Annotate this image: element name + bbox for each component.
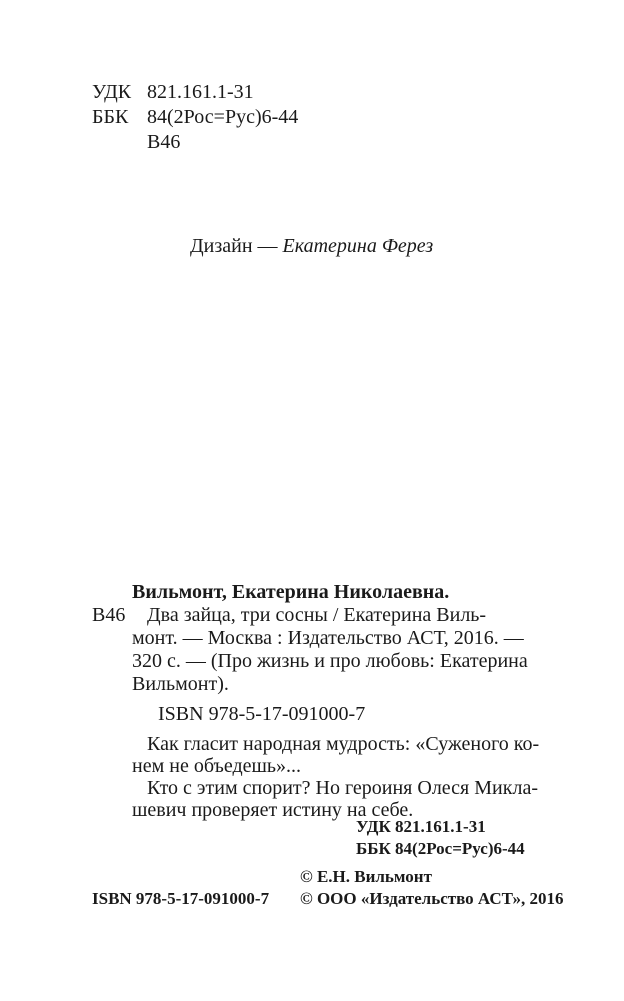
bbk-value: 84(2Рос=Рус)6-44 xyxy=(147,106,299,128)
annotation-line-4: шевич проверяет истину на себе. xyxy=(132,799,414,821)
catalog-line-3: 320 с. — (Про жизнь и про любовь: Екатерина xyxy=(132,650,528,672)
bbk-bold: ББК 84(2Рос=Рус)6-44 xyxy=(356,839,525,858)
udk-value: 821.161.1-31 xyxy=(147,81,254,103)
author-mark: В46 xyxy=(147,131,181,153)
catalog-mark: В46 xyxy=(92,604,126,626)
annotation-line-2: нем не объедешь»... xyxy=(132,755,302,777)
bbk-label: ББК xyxy=(92,106,129,128)
catalog-line-2: монт. — Москва : Издательство АСТ, 2016. — xyxy=(132,627,524,649)
copyright-author: © Е.Н. Вильмонт xyxy=(300,867,432,886)
copyright-publisher: © ООО «Издательство АСТ», 2016 xyxy=(300,889,564,908)
footer-isbn: ISBN 978-5-17-091000-7 xyxy=(92,889,270,908)
udk-bold: УДК 821.161.1-31 xyxy=(356,817,486,836)
design-credit xyxy=(190,234,433,258)
catalog-isbn: ISBN 978-5-17-091000-7 xyxy=(158,703,366,725)
design-credit-label: Дизайн — xyxy=(190,235,283,257)
udk-label: УДК xyxy=(92,81,132,103)
catalog-line-4: Вильмонт). xyxy=(132,673,229,695)
catalog-line-1: Два зайца, три сосны / Екатерина Виль- xyxy=(147,604,487,626)
annotation-line-3: Кто с этим спорит? Но героиня Олеся Микла- xyxy=(147,777,538,799)
design-credit-name: Екатерина Ферез xyxy=(282,235,434,257)
catalog-author-heading: Вильмонт, Екатерина Николаевна. xyxy=(132,581,450,603)
annotation-line-1: Как гласит народная мудрость: «Суженого ко- xyxy=(147,733,540,755)
